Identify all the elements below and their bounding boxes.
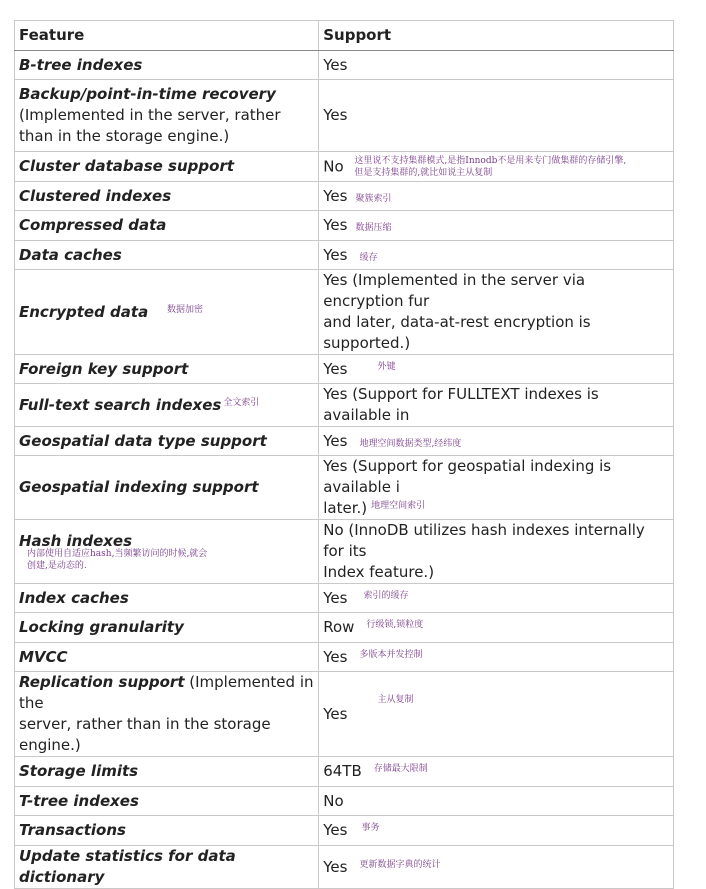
support-cell xyxy=(319,427,674,456)
support-line-2: and later, data-at-rest encryption is supported.) xyxy=(323,313,591,352)
feature-cell: Geospatial indexing support xyxy=(15,456,319,520)
table-row xyxy=(15,270,674,355)
support-line-1: No (InnoDB utilizes hash indexes internally for its xyxy=(323,521,645,560)
support-annotation: 聚簇索引 xyxy=(355,193,392,204)
feature-cell: MVCC xyxy=(15,643,319,672)
feature-cell: Cluster database support xyxy=(15,152,319,182)
feature-name: Backup/point-in-time recovery xyxy=(19,85,276,103)
feature-annotation: 全文索引 xyxy=(223,397,260,408)
support-line-1: Yes (Support for geospatial indexing is available i xyxy=(323,457,612,496)
feature-cell xyxy=(15,672,319,757)
header-row xyxy=(15,21,674,51)
support-value: Yes xyxy=(323,821,348,839)
table-row xyxy=(15,846,674,889)
feature-cell: Index caches xyxy=(15,584,319,613)
feature-support-table xyxy=(14,20,674,889)
support-value: 64TB xyxy=(323,762,362,780)
table-row xyxy=(15,182,674,211)
feature-cell: Geospatial data type support xyxy=(15,427,319,456)
table-row xyxy=(15,211,674,241)
feature-cell: B-tree indexes xyxy=(15,51,319,80)
support-value: Yes xyxy=(323,359,348,378)
support-cell: Yes (Support for FULLTEXT indexes is available in xyxy=(319,384,674,427)
support-value: Yes xyxy=(323,647,348,666)
feature-name: Hash indexes xyxy=(19,531,133,550)
feature-cell xyxy=(15,270,319,355)
table-row xyxy=(15,80,674,152)
feature-annotation: 数据加密 xyxy=(166,304,203,315)
feature-cell: Locking granularity xyxy=(15,613,319,643)
support-value: No xyxy=(323,157,344,175)
support-annotation: 多版本并发控制 xyxy=(359,649,423,660)
support-cell xyxy=(319,757,674,787)
support-value: Yes xyxy=(323,216,348,234)
support-cell: Yes xyxy=(319,51,674,80)
feature-note: (Implemented in the server, rather than in the storage engine.) xyxy=(19,106,281,145)
support-cell xyxy=(319,152,674,182)
support-cell xyxy=(319,672,674,757)
feature-cell: Clustered indexes xyxy=(15,182,319,211)
support-annotation: 地理空间数据类型,经纬度 xyxy=(359,438,462,449)
table-row xyxy=(15,520,674,584)
support-value: Yes xyxy=(323,588,348,607)
table-row xyxy=(15,816,674,846)
feature-cell: T-tree indexes xyxy=(15,787,319,816)
feature-name: Replication support xyxy=(19,673,185,691)
support-line-2: Index feature.) xyxy=(323,563,435,581)
feature-cell: Update statistics for data dictionary xyxy=(15,846,319,889)
header-feature: Feature xyxy=(15,21,319,51)
support-cell xyxy=(319,182,674,211)
support-annotation: 事务 xyxy=(361,823,380,833)
table-row xyxy=(15,787,674,816)
feature-name: Encrypted data xyxy=(19,302,149,321)
support-cell xyxy=(319,211,674,241)
feature-cell xyxy=(15,384,319,427)
support-cell xyxy=(319,846,674,889)
feature-annotation xyxy=(27,548,207,572)
support-annotation: 索引的缓存 xyxy=(363,590,409,601)
table-row xyxy=(15,613,674,643)
support-cell: Yes xyxy=(319,80,674,152)
table-row xyxy=(15,672,674,757)
table-row xyxy=(15,643,674,672)
table-row xyxy=(15,427,674,456)
table-row xyxy=(15,456,674,520)
annotation-line-1: 这里说不支持集群模式,是指Innodb不是用来专门做集群的存储引擎, xyxy=(354,155,627,166)
support-value: Yes xyxy=(323,245,348,264)
support-line-2-text: later.) xyxy=(323,499,368,517)
table-row xyxy=(15,152,674,182)
support-annotation: 外键 xyxy=(377,361,396,372)
support-cell xyxy=(319,613,674,643)
feature-cell xyxy=(15,80,319,152)
support-annotation: 缓存 xyxy=(359,252,378,263)
support-annotation: 更新数据字典的统计 xyxy=(359,859,441,870)
support-cell xyxy=(319,643,674,672)
feature-cell xyxy=(15,520,319,584)
annotation-line-1: 内部使用自适应hash,当频繁访问的时候,就会 xyxy=(27,548,208,559)
feature-cell: Transactions xyxy=(15,816,319,846)
support-annotation: 地理空间索引 xyxy=(371,501,426,511)
support-cell: No xyxy=(319,787,674,816)
support-line-1: Yes (Implemented in the server via encryption fur xyxy=(323,271,586,310)
support-cell xyxy=(319,816,674,846)
support-line-2 xyxy=(323,498,669,519)
support-value: Yes xyxy=(323,431,348,450)
table-row xyxy=(15,384,674,427)
table-row xyxy=(15,241,674,270)
support-value: Yes xyxy=(323,857,348,876)
feature-note-line-2: server, rather than in the storage engine.) xyxy=(19,715,271,754)
support-cell xyxy=(319,520,674,584)
support-value: Yes xyxy=(323,186,348,205)
table-row xyxy=(15,51,674,80)
annotation-line-2: 创建,是动态的. xyxy=(27,560,87,571)
support-cell xyxy=(319,456,674,520)
feature-cell: Foreign key support xyxy=(15,355,319,384)
support-value: Row xyxy=(323,618,355,636)
feature-note-line-1: (Implemented in the xyxy=(19,673,314,712)
table-row xyxy=(15,584,674,613)
support-cell xyxy=(319,355,674,384)
table-row xyxy=(15,757,674,787)
feature-cell: Compressed data xyxy=(15,211,319,241)
support-annotation: 存储最大限制 xyxy=(373,764,428,774)
support-value: Yes xyxy=(323,704,348,723)
support-annotation: 数据压缩 xyxy=(355,223,392,233)
feature-cell: Data caches xyxy=(15,241,319,270)
support-cell xyxy=(319,270,674,355)
support-annotation xyxy=(354,155,626,179)
support-cell xyxy=(319,241,674,270)
table-row xyxy=(15,355,674,384)
support-annotation: 行级锁,锁粒度 xyxy=(366,620,424,630)
feature-name: Full-text search indexes xyxy=(19,395,222,414)
support-cell xyxy=(319,584,674,613)
feature-cell: Storage limits xyxy=(15,757,319,787)
header-support: Support xyxy=(319,21,674,51)
support-annotation: 主从复制 xyxy=(377,694,414,705)
annotation-line-2: 但是支持集群的,就比如说主从复制 xyxy=(354,167,493,178)
